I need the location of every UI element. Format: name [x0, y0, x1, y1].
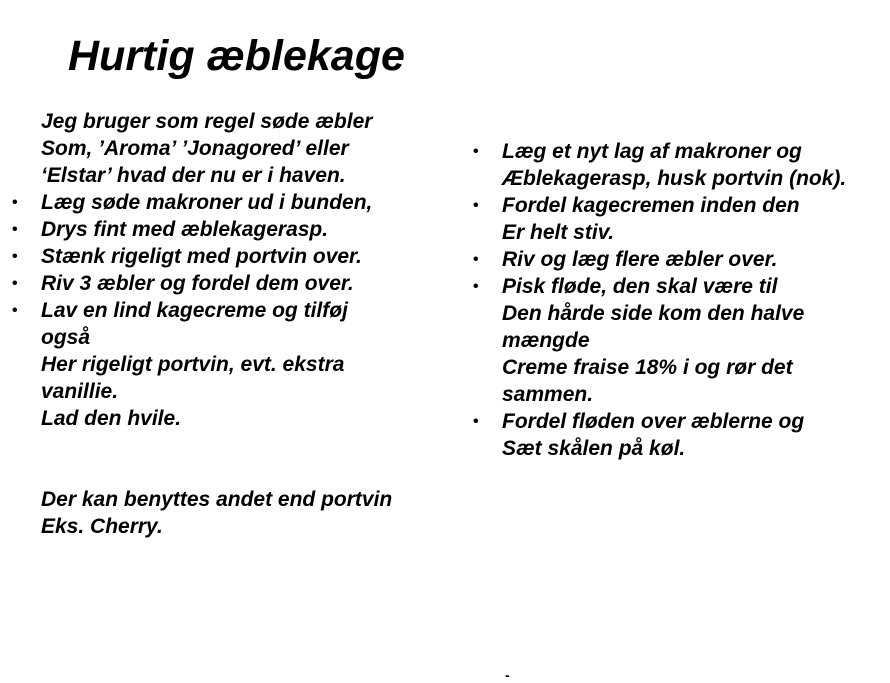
- bullet-icon: •: [12, 248, 18, 265]
- list-item-line: Æblekagerasp, husk portvin (nok).: [502, 167, 847, 190]
- list-item-line: Drys fint med æblekagerasp.: [41, 218, 329, 241]
- bullet-icon: •: [12, 194, 18, 211]
- list-item-line: Er helt stiv.: [502, 221, 615, 244]
- bullet-icon: •: [473, 197, 479, 214]
- list-item: [12, 297, 452, 432]
- list-item: [12, 270, 452, 297]
- list-item-line: Stænk rigeligt med portvin over.: [41, 245, 362, 268]
- spacer: [12, 432, 452, 486]
- note-paragraph: [12, 486, 452, 540]
- list-item: [473, 273, 890, 408]
- list-item-line: Creme fraise 18% i og rør det: [502, 356, 793, 379]
- list-item-line: mængde: [502, 329, 590, 352]
- bullet-icon: •: [12, 275, 18, 292]
- list-item: [12, 216, 452, 243]
- list-item-line: Her rigeligt portvin, evt. ekstra: [41, 353, 345, 376]
- intro-line: Som, ’Aroma’ ’Jonagored’ eller: [41, 137, 349, 160]
- list-item: [473, 192, 890, 246]
- list-item-line: Riv og læg flere æbler over.: [502, 248, 778, 271]
- list-item-line: Lav en lind kagecreme og tilføj: [41, 299, 348, 322]
- list-item-line: Fordel kagecremen inden den: [502, 194, 800, 217]
- list-item: [473, 408, 890, 462]
- list-item: [473, 246, 890, 273]
- list-item-line: Riv 3 æbler og fordel dem over.: [41, 272, 354, 295]
- list-item-line: Læg et nyt lag af makroner og: [502, 140, 802, 163]
- list-item-line: Pisk fløde, den skal være til: [502, 275, 778, 298]
- bullet-icon: •: [12, 221, 18, 238]
- footer-mark: -: [505, 667, 510, 683]
- list-item-line: vanillie.: [41, 380, 119, 403]
- intro-line: ‘Elstar’ hvad der nu er i haven.: [41, 164, 346, 187]
- list-item-line: Den hårde side kom den halve: [502, 302, 805, 325]
- list-item: [12, 243, 452, 270]
- list-item-line: Læg søde makroner ud i bunden,: [41, 191, 373, 214]
- list-item-line: sammen.: [502, 383, 594, 406]
- right-column: [473, 138, 890, 462]
- intro-line: Jeg bruger som regel søde æbler: [41, 110, 373, 133]
- bullet-icon: •: [473, 143, 479, 160]
- bullet-icon: •: [12, 302, 18, 319]
- list-item-line: Lad den hvile.: [41, 407, 182, 430]
- page-title: Hurtig æblekage: [68, 32, 405, 80]
- list-item: [12, 189, 452, 216]
- list-item-line: Fordel fløden over æblerne og: [502, 410, 805, 433]
- bullet-icon: •: [473, 413, 479, 430]
- left-column: [12, 108, 452, 540]
- note-line: Der kan benyttes andet end portvin: [41, 488, 393, 511]
- list-item-line: Sæt skålen på køl.: [502, 437, 686, 460]
- intro-paragraph: [12, 108, 452, 189]
- bullet-icon: •: [473, 278, 479, 295]
- list-item: [473, 138, 890, 192]
- note-line: Eks. Cherry.: [41, 515, 163, 538]
- bullet-icon: •: [473, 251, 479, 268]
- list-item-line: også: [41, 326, 91, 349]
